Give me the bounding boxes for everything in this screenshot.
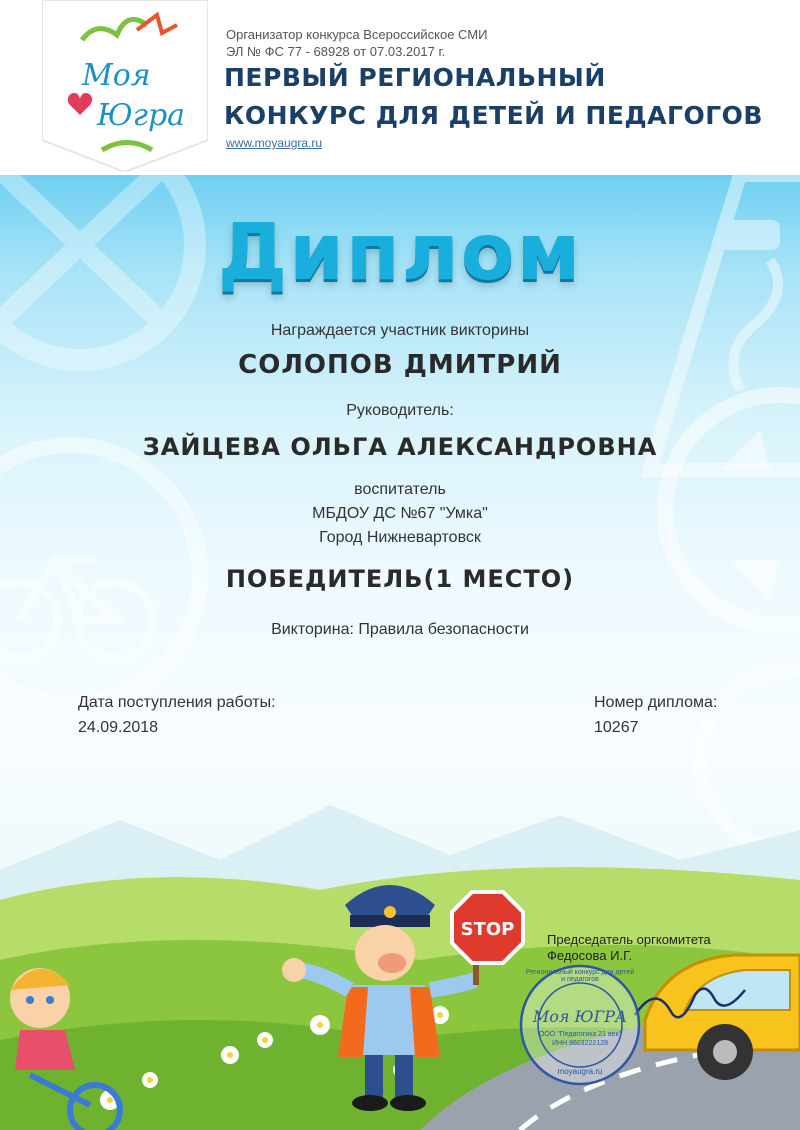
date-label: Дата поступления работы: [78, 694, 276, 711]
stop-sign-icon [450, 890, 525, 965]
organizer-line-1: Организатор конкурса Всероссийское СМИ [226, 27, 488, 42]
supervisor-name: ЗАЙЦЕВА ОЛЬГА АЛЕКСАНДРОВНА [142, 433, 658, 461]
organizer-stamp [518, 963, 642, 1087]
stamp-line-1: ООО "Педагогика 21 век" [538, 1031, 622, 1038]
child-on-bicycle-illustration [0, 960, 130, 1130]
stamp-bottom-text: moyaugra.ru [557, 1067, 603, 1076]
stamp-ring-text: Региональный конкурс для детей и педагогов [525, 969, 635, 983]
signature-scribble [630, 975, 750, 1030]
city-text: Город Нижневартовск [319, 529, 481, 546]
svg-text:Моя: Моя [82, 58, 151, 93]
diploma-number-value: 10267 [594, 719, 639, 736]
organizer-line-2: ЭЛ № ФС 77 - 68928 от 07.03.2017 г. [226, 44, 446, 59]
awarded-text: Награждается участник викторины [270, 322, 530, 339]
website-link[interactable]: www.moyaugra.ru [226, 136, 323, 150]
stamp-line-2: ИНН 8603222128 [551, 1040, 609, 1047]
chairman-name: Федосова И.Г. [547, 948, 633, 963]
diploma-number-label: Номер диплома: [594, 694, 718, 711]
svg-text:Югра: Югра [97, 98, 186, 133]
chairman-label: Председатель оргкомитета [547, 932, 711, 947]
date-value: 24.09.2018 [78, 719, 159, 736]
participant-name: СОЛОПОВ ДМИТРИЙ [238, 350, 562, 380]
supervisor-label: Руководитель: [346, 402, 454, 419]
result-text: ПОБЕДИТЕЛЬ(1 МЕСТО) [225, 565, 575, 593]
headline-line-2: КОНКУРС ДЛЯ ДЕТЕЙ И ПЕДАГОГОВ [224, 101, 763, 130]
quiz-text: Викторина: Правила безопасности [271, 621, 529, 638]
moya-yugra-logo [42, 0, 208, 172]
svg-text:STOP: STOP [460, 919, 515, 940]
institution-text: МБДОУ ДС №67 "Умка" [312, 505, 488, 522]
diploma-title: Диплом [217, 208, 583, 298]
headline-line-1: ПЕРВЫЙ РЕГИОНАЛЬНЫЙ [224, 63, 606, 92]
position-text: воспитатель [354, 481, 446, 498]
stamp-center-text: Моя ЮГРА [532, 1007, 628, 1026]
